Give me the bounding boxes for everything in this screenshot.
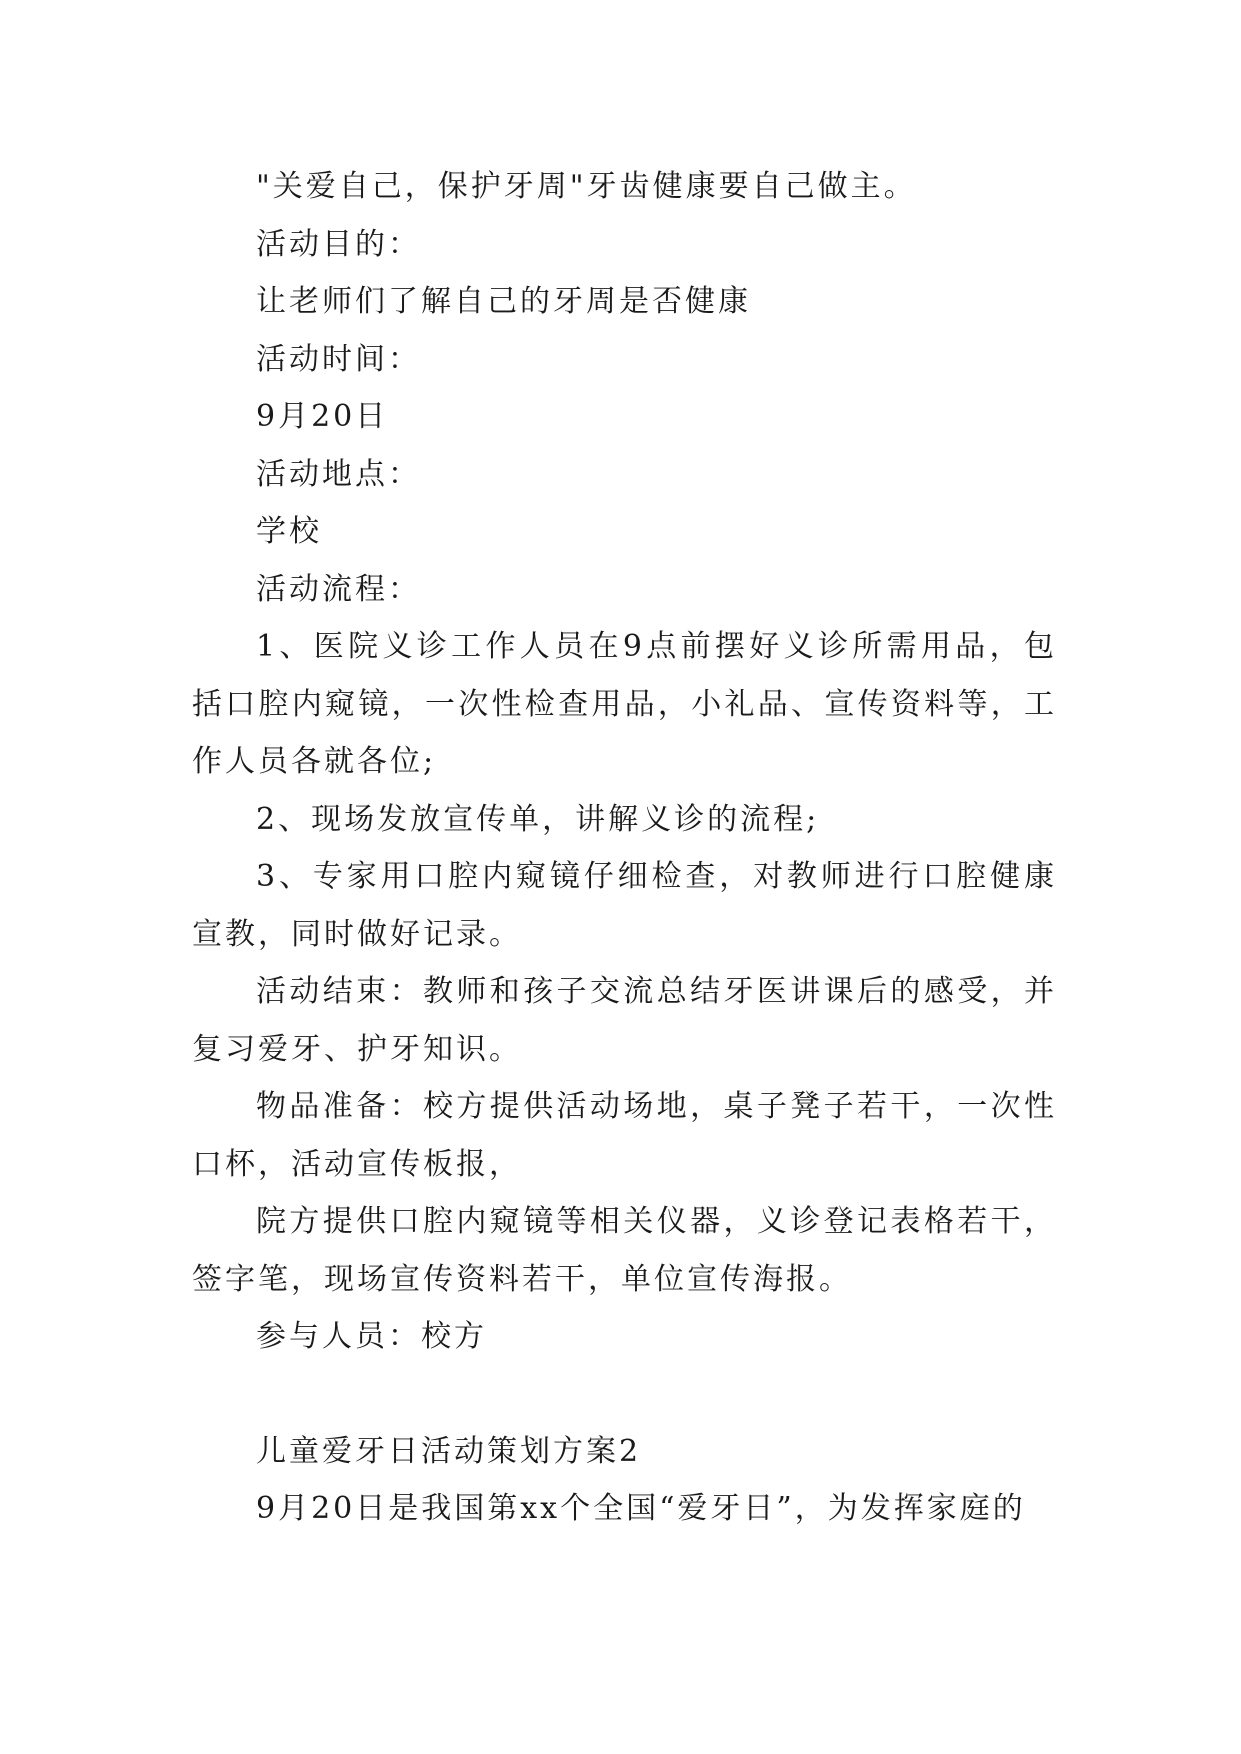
section-first-line: 9月20日是我国第xx个全国“爱牙日”，为发挥家庭的 [256,1491,1026,1526]
paragraph-process-step-2: 2、现场发放宣传单，讲解义诊的流程; [256,801,820,837]
paragraph-process-step-3: 3、专家用口腔内窥镜仔细检查，对教师进行口腔健康宣教，同时做好记录。 [192,859,1057,952]
paragraph-time-heading: 活动时间： [256,341,421,377]
paragraph-location: 学校 [256,514,322,549]
paragraph-time: 9月20日 [256,399,389,434]
paragraph-materials-hospital: 院方提供口腔内窥镜等相关仪器，义诊登记表格若干，签字笔，现场宣传资料若干，单位宣传海报。 [192,1204,1057,1297]
paragraph-purpose-heading: 活动目的： [256,226,421,262]
paragraph-participants: 参与人员：校方 [256,1319,487,1354]
paragraph-theme: "关爱自己，保护牙周"牙齿健康要自己做主。 [256,169,917,204]
document-body [192,158,1057,1538]
paragraph-activity-end: 活动结束：教师和孩子交流总结牙医讲课后的感受，并复习爱牙、护牙知识。 [192,974,1057,1067]
paragraph-purpose: 让老师们了解自己的牙周是否健康 [256,284,751,319]
paragraph-location-heading: 活动地点： [256,456,421,492]
paragraph-process-heading: 活动流程： [256,571,421,607]
paragraph-materials-school: 物品准备：校方提供活动场地，桌子凳子若干，一次性口杯，活动宣传板报， [192,1089,1057,1182]
section-title: 儿童爱牙日活动策划方案2 [256,1433,642,1469]
paragraph-process-step-1: 1、医院义诊工作人员在9点前摆好义诊所需用品，包括口腔内窥镜，一次性检查用品，小礼品、宣传资料等，工作人员各就各位; [192,629,1057,779]
